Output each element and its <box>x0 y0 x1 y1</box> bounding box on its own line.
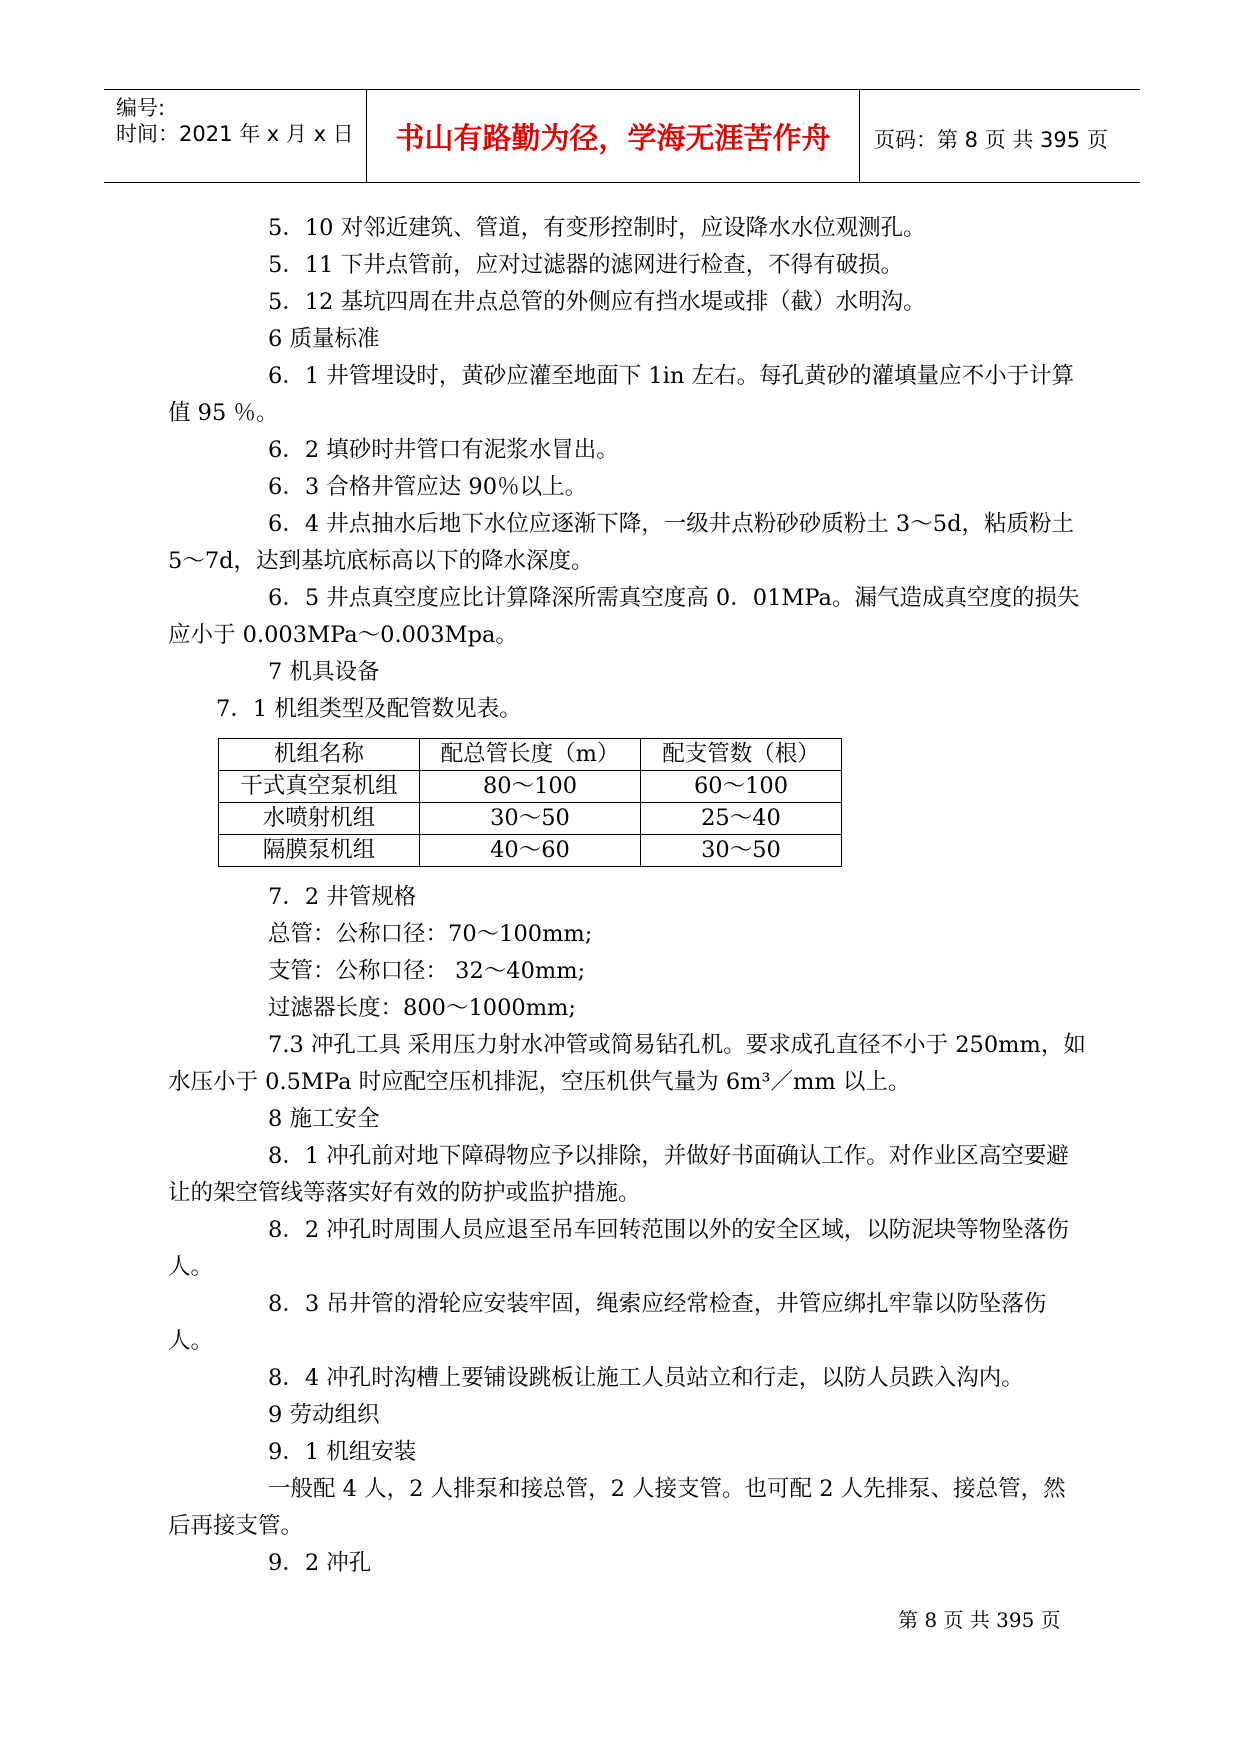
paragraph-7-2-filter: 过滤器长度：800～1000mm; <box>268 995 576 1021</box>
paragraph-9-2: 9．2 冲孔 <box>268 1550 372 1576</box>
paragraph-5-10: 5．10 对邻近建筑、管道，有变形控制时，应设降水水位观测孔。 <box>268 215 926 241</box>
paragraph-9-1: 9．1 机组安装 <box>268 1439 417 1465</box>
table-header-cell: 机组名称 <box>219 739 420 771</box>
paragraph-6-1: 6．1 井管埋设时，黄砂应灌至地面下 1in 左右。每孔黄砂的灌填量应不小于计算值 95 ％。 <box>168 363 1075 426</box>
paragraph-7-2-main-pipe: 总管：公称口径：70～100mm; <box>268 921 593 947</box>
paragraph-7-3: 7.3 冲孔工具 采用压力射水冲管或简易钻孔机。要求成孔直径不小于 250mm，如水压小于 0.5MPa 时应配空压机排泥，空压机供气量为 6m³／mm 以上。 <box>168 1032 1086 1095</box>
paragraph-7-2: 7．2 井管规格 <box>268 884 417 910</box>
table-header-row <box>219 739 842 771</box>
table-cell: 30～50 <box>420 803 641 835</box>
table-cell: 干式真空泵机组 <box>219 771 420 803</box>
table-row <box>219 835 842 867</box>
page-footer: 第 8 页 共 395 页 <box>898 1608 1061 1632</box>
table-cell: 30～50 <box>641 835 842 867</box>
header-page-cell <box>860 90 1140 182</box>
paragraph-5-11: 5．11 下井点管前，应对过滤器的滤网进行检查，不得有破损。 <box>268 252 904 278</box>
paragraph-9-1-detail: 一般配 4 人，2 人排泵和接总管，2 人接支管。也可配 2 人先排泵、接总管，然后再接支管。 <box>168 1476 1066 1539</box>
table-cell: 水喷射机组 <box>219 803 420 835</box>
unit-spec-table <box>218 738 842 867</box>
paragraph-7-1: 7．1 机组类型及配管数见表。 <box>216 696 522 722</box>
paragraph-6-4: 6．4 井点抽水后地下水位应逐渐下降，一级井点粉砂砂质粉土 3～5d，粘质粉土 5～7d，达到基坑底标高以下的降水深度。 <box>168 511 1074 574</box>
header-page-label: 页码：第 8 页 共 395 页 <box>874 128 1108 152</box>
table-cell: 60～100 <box>641 771 842 803</box>
paragraph-6-2: 6．2 填砂时井管口有泥浆水冒出。 <box>268 437 619 463</box>
paragraph-6-5: 6．5 井点真空度应比计算降深所需真空度高 0．01MPa。漏气造成真空度的损失应小于 0.003MPa～0.003Mpa。 <box>168 585 1080 648</box>
paragraph-8-3: 8．3 吊井管的滑轮应安装牢固，绳索应经常检查，井管应绑扎牢靠以防坠落伤人。 <box>168 1291 1047 1354</box>
doc-number-label: 编号: <box>116 96 166 120</box>
section-heading-6: 6 质量标准 <box>268 326 380 352</box>
table-cell: 80～100 <box>420 771 641 803</box>
paragraph-5-12: 5．12 基坑四周在井点总管的外侧应有挡水堤或排（截）水明沟。 <box>268 289 926 315</box>
header-motto-cell <box>367 90 860 182</box>
header-info-cell <box>104 90 367 182</box>
paragraph-7-2-branch-pipe: 支管：公称口径： 32～40mm; <box>268 958 586 984</box>
section-heading-9: 9 劳动组织 <box>268 1402 380 1428</box>
doc-time-label: 时间：2021 年 x 月 x 日 <box>116 122 354 146</box>
table-header-cell: 配支管数（根） <box>641 739 842 771</box>
table-row <box>219 803 842 835</box>
paragraph-6-3: 6．3 合格井管应达 90％以上。 <box>268 474 588 500</box>
paragraph-8-2: 8．2 冲孔时周围人员应退至吊车回转范围以外的安全区域，以防泥块等物坠落伤人。 <box>168 1217 1069 1280</box>
header-motto: 书山有路勤为径，学海无涯苦作舟 <box>395 121 831 155</box>
table-row <box>219 771 842 803</box>
document-body <box>168 210 1086 1582</box>
table-cell: 40～60 <box>420 835 641 867</box>
page-header <box>104 89 1140 183</box>
table-header-cell: 配总管长度（m） <box>420 739 641 771</box>
table-cell: 隔膜泵机组 <box>219 835 420 867</box>
paragraph-8-4: 8．4 冲孔时沟槽上要铺设跳板让施工人员站立和行走，以防人员跌入沟内。 <box>268 1365 1024 1391</box>
section-heading-7: 7 机具设备 <box>268 659 380 685</box>
paragraph-8-1: 8．1 冲孔前对地下障碍物应予以排除，并做好书面确认工作。对作业区高空要避让的架空管线等落实好有效的防护或监护措施。 <box>168 1143 1069 1206</box>
section-heading-8: 8 施工安全 <box>268 1106 380 1132</box>
table-cell: 25～40 <box>641 803 842 835</box>
